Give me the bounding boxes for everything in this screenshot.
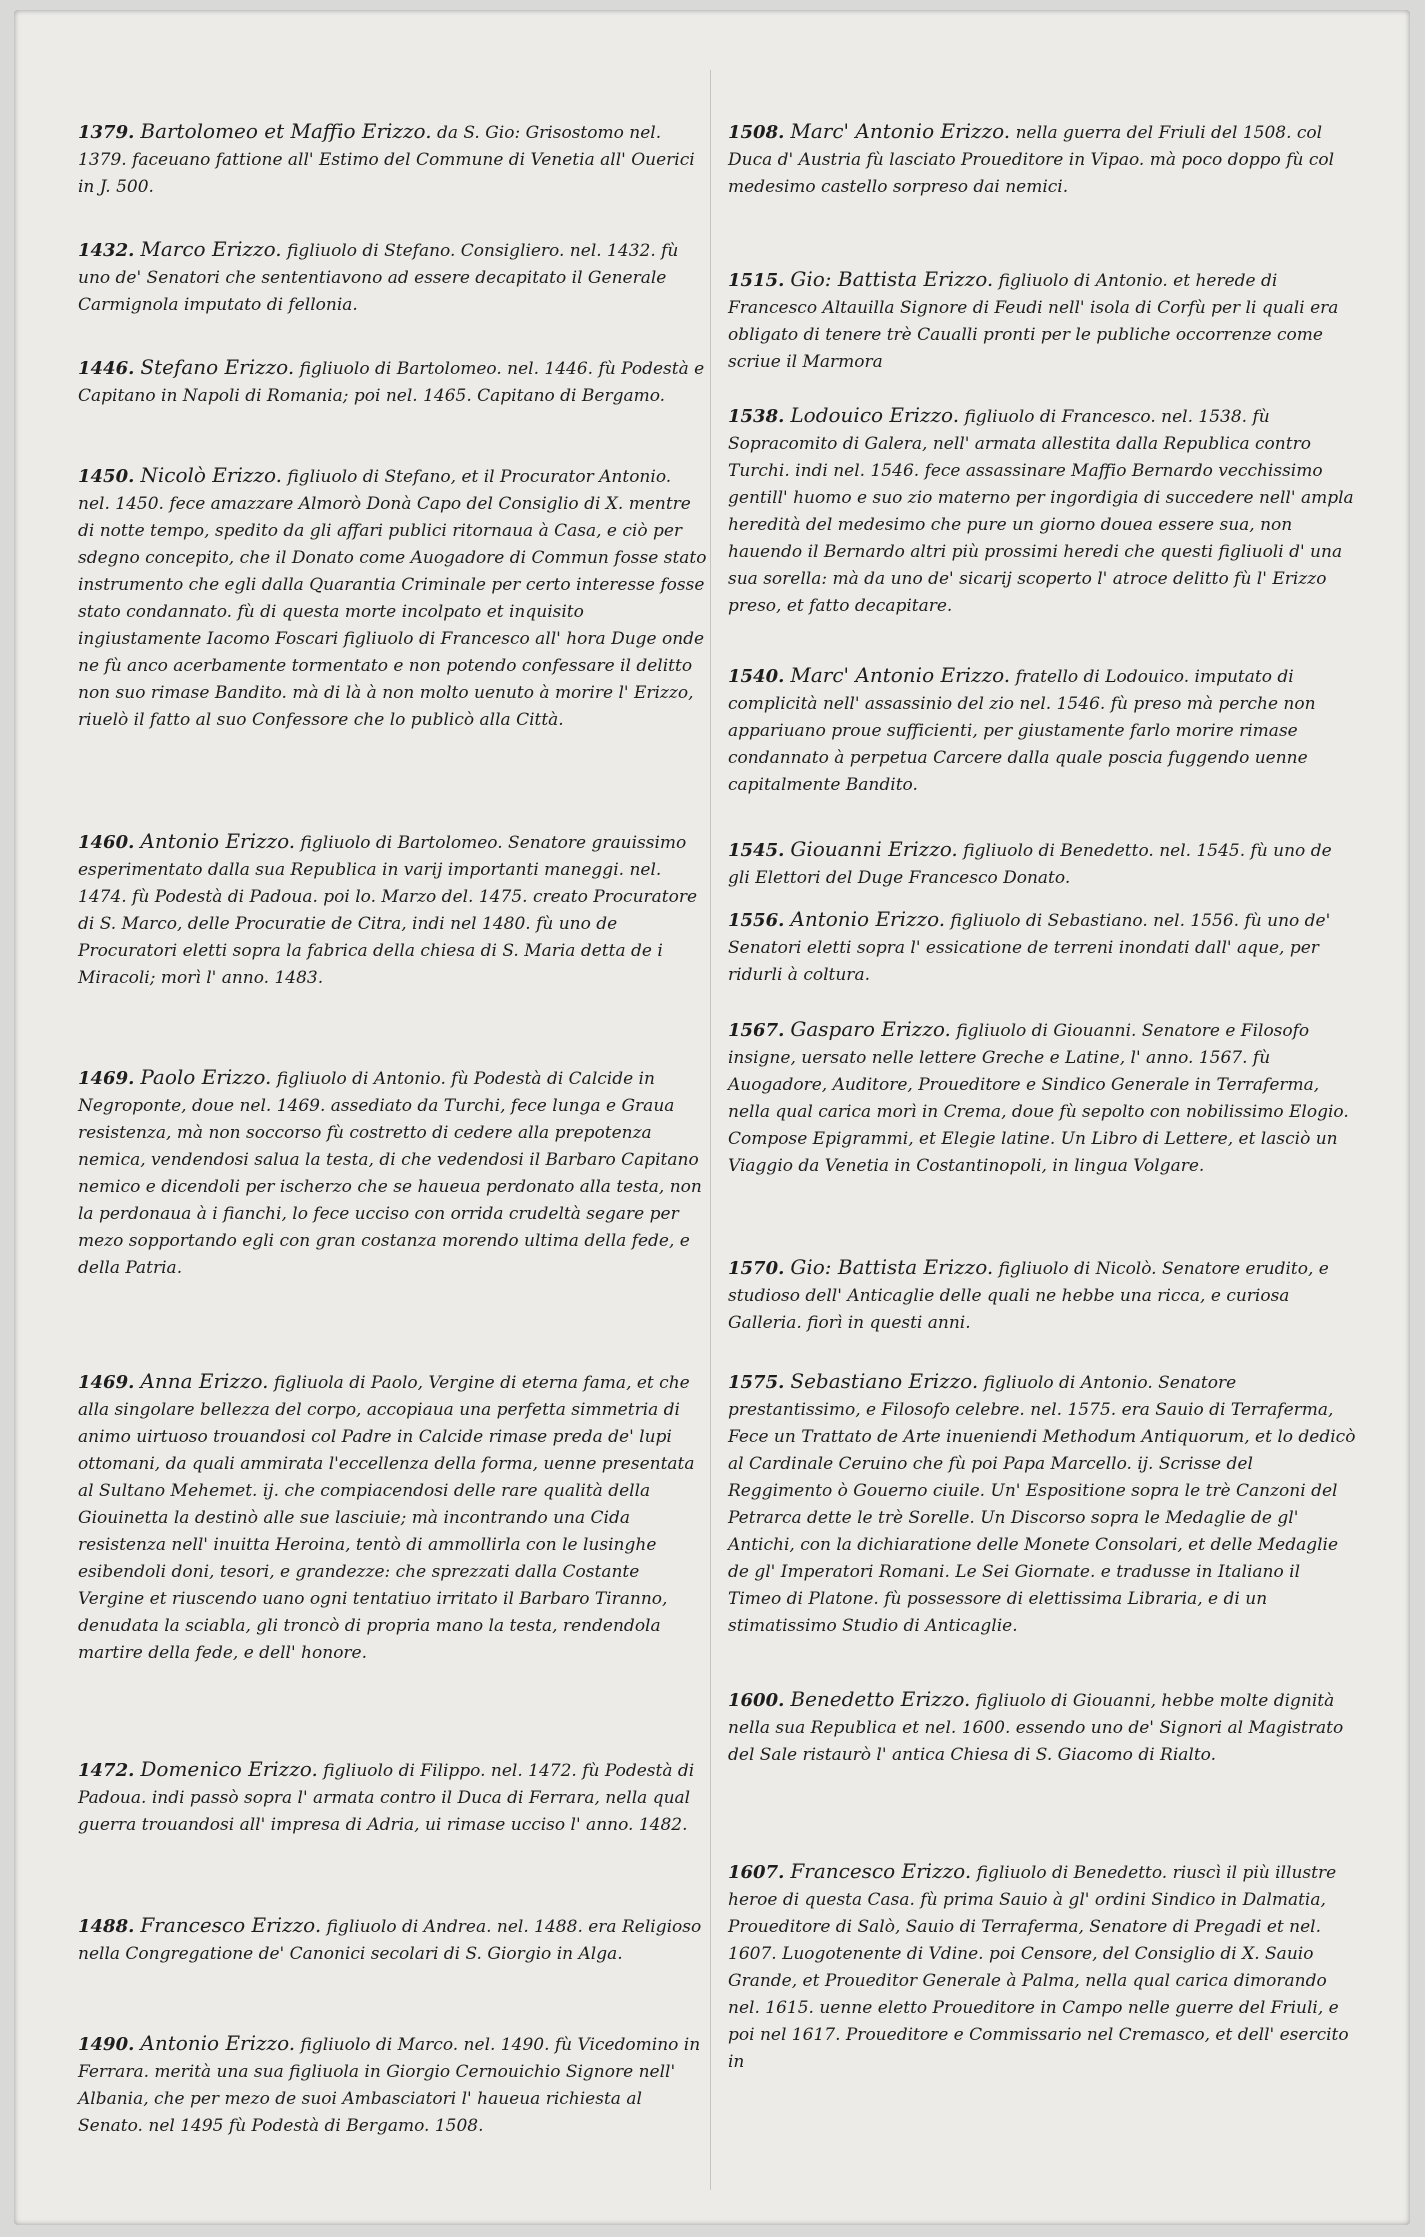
entry-year: 1490.	[78, 2034, 135, 2055]
entry	[728, 906, 1358, 989]
entry-text: figliuola di Paolo, Vergine di eterna fama, et che alla singolare bellezza del corpo, accopiaua una perfetta simmetria di animo uirtuoso trouandosi col Padre in Calcide rimase preda de' lupi ottomani, da quali ammirata l'eccellenza della forma, uenne presentata al Sultano Mehemet. ij. che compiacendosi delle rare qualità della Giouinetta la destinò alle sue lasciuie; mà incontrando una Cida resistenza nell' inuitta Heroina, tentò di ammollirla con le lusinghe esibendoli doni, tesori, e grandezze: che sprezzati dalla Costante Vergine et riuscendo uano ogni tentatiuo irritato il Barbaro Tiranno, denudata la sciabla, gli troncò di propria mano la testa, rendendola martire della fede, e dell' honore.	[78, 1373, 695, 1663]
entry	[728, 266, 1358, 376]
entry-text: figliuolo di Antonio. et herede di Francesco Altauilla Signore di Feudi nell' isola di Corfù per li quali era obligato di tenere trè Caualli pronti per le publiche occorrenze come scriue il Marmora	[728, 271, 1339, 372]
entry-name: Lodouico Erizzo.	[790, 403, 960, 427]
entry	[78, 462, 708, 734]
entry-name: Antonio Erizzo.	[790, 907, 946, 931]
entry-name: Bartolomeo et Maffio Erizzo.	[140, 119, 432, 143]
entry-year: 1432.	[78, 240, 135, 261]
entry	[78, 1064, 708, 1282]
entry-year: 1540.	[728, 666, 785, 687]
entry-text: figliuolo di Bartolomeo. nel. 1446. fù Podestà e Capitano in Napoli di Romania; poi nel. 1465. Capitano di Bergamo.	[78, 359, 705, 406]
entry-name: Sebastiano Erizzo.	[790, 1369, 979, 1393]
entry	[728, 1858, 1358, 2076]
entry-year: 1607.	[728, 1862, 785, 1883]
entry-name: Marc' Antonio Erizzo.	[790, 663, 1011, 687]
entry-name: Paolo Erizzo.	[140, 1065, 272, 1089]
entry-text: nella guerra del Friuli del 1508. col Duca d' Austria fù lasciato Proueditore in Vipao. mà poco doppo fù col medesimo castello sorpreso dai nemici.	[728, 123, 1335, 197]
entry-year: 1469.	[78, 1068, 135, 1089]
entry-year: 1600.	[728, 1690, 785, 1711]
entry-name: Antonio Erizzo.	[140, 2031, 296, 2055]
entry	[728, 836, 1358, 892]
entry	[78, 118, 708, 201]
entry-text: figliuolo di Giouanni. Senatore e Filosofo insigne, uersato nelle lettere Greche e Latine, l' anno. 1567. fù Auogadore, Auditore, Proueditore e Sindico Generale in Terraferma, nella qual carica morì in Crema, doue fù sepolto con nobilissimo Elogio. Compose Epigrammi, et Elegie latine. Un Libro di Lettere, et lasciò un Viaggio da Venetia in Costantinopoli, in lingua Volgare.	[728, 1021, 1349, 1176]
entry-name: Francesco Erizzo.	[790, 1859, 972, 1883]
entry	[728, 1254, 1358, 1337]
entry	[78, 1756, 708, 1839]
entry-year: 1472.	[78, 1760, 135, 1781]
entry	[728, 662, 1358, 799]
entry	[728, 1368, 1358, 1640]
entry	[78, 1912, 708, 1968]
entry-text: figliuolo di Giouanni, hebbe molte dignità nella sua Republica et nel. 1600. essendo uno de' Signori al Magistrato del Sale ristaurò l' antica Chiesa di S. Giacomo di Rialto.	[728, 1691, 1344, 1765]
entry-name: Anna Erizzo.	[140, 1369, 269, 1393]
entry-name: Nicolò Erizzo.	[140, 463, 282, 487]
entry-name: Giouanni Erizzo.	[790, 837, 958, 861]
entry	[728, 402, 1358, 620]
entry-text: figliuolo di Filippo. nel. 1472. fù Podestà di Padoua. indi passò sopra l' armata contro il Duca di Ferrara, nella qual guerra trouandosi all' impresa di Adria, ui rimase ucciso l' anno. 1482.	[78, 1761, 695, 1835]
entry-year: 1508.	[728, 122, 785, 143]
entry-text: figliuolo di Antonio. fù Podestà di Calcide in Negroponte, doue nel. 1469. assediato da Turchi, fece lunga e Graua resistenza, mà non soccorso fù costretto di cedere alla prepotenza nemica, vendendosi salua la testa, di che vedendosi il Barbaro Capitano nemico e dicendoli per ischerzo che se haueua perdonato alla testa, non la perdonaua à i fianchi, lo fece ucciso con orrida crudeltà segare per mezo sopportando egli con gran costanza morendo ultima della fede, e della Patria.	[78, 1069, 702, 1278]
entry	[78, 354, 708, 410]
entry-text: figliuolo di Stefano. Consigliero. nel. 1432. fù uno de' Senatori che sententiavono ad essere decapitato il Generale Carmignola imputato di fellonia.	[78, 241, 679, 315]
page-fold	[710, 70, 711, 2190]
entry-text: figliuolo di Benedetto. nel. 1545. fù uno de gli Elettori del Duge Francesco Donato.	[728, 841, 1332, 888]
entry-year: 1446.	[78, 358, 135, 379]
entry	[728, 1686, 1358, 1769]
entry-text: figliuolo di Marco. nel. 1490. fù Vicedomino in Ferrara. merità una sua figliuola in Giorgio Cernouichio Signore nell' Albania, che per mezo de suoi Ambasciatori l' haueua richiesta al Senato. nel 1495 fù Podestà di Bergamo. 1508.	[78, 2035, 701, 2136]
manuscript-page	[14, 10, 1410, 2225]
entry-text: figliuolo di Antonio. Senatore prestantissimo, e Filosofo celebre. nel. 1575. era Sauio di Terraferma, Fece un Trattato de Arte inueniendi Methodum Antiquorum, et lo dedicò al Cardinale Ceruino che fù poi Papa Marcello. ij. Scrisse del Reggimento ò Gouerno ciuile. Un' Espositione sopra le trè Canzoni del Petrarca dette le trè Sorelle. Un Discorso sopra le Medaglie de gl' Antichi, con la dichiaratione delle Monete Consolari, et delle Medaglie de gl' Imperatori Romani. Le Sei Giornate. e tradusse in Italiano il Timeo di Platone. fù possessore di elettissima Libraria, e di un stimatissimo Studio di Anticaglie.	[728, 1373, 1356, 1636]
entry-name: Gio: Battista Erizzo.	[790, 1255, 994, 1279]
entry-name: Gio: Battista Erizzo.	[790, 267, 994, 291]
entry-year: 1488.	[78, 1916, 135, 1937]
entry	[728, 118, 1358, 201]
entry	[78, 236, 708, 319]
entry	[78, 2030, 708, 2140]
entry	[728, 1016, 1358, 1180]
entry-year: 1570.	[728, 1258, 785, 1279]
entry-year: 1450.	[78, 466, 135, 487]
entry	[78, 828, 708, 992]
entry-text: figliuolo di Sebastiano. nel. 1556. fù uno de' Senatori eletti sopra l' essicatione de terreni inondati dall' aque, per ridurli à coltura.	[728, 911, 1331, 985]
entry-name: Antonio Erizzo.	[140, 829, 296, 853]
entry-name: Stefano Erizzo.	[140, 355, 295, 379]
entry-text: figliuolo di Bartolomeo. Senatore grauissimo esperimentato dalla sua Republica in varij importanti maneggi. nel. 1474. fù Podestà di Padoua. poi lo. Marzo del. 1475. creato Procuratore di S. Marco, delle Procuratie de Citra, indi nel 1480. fù uno de Procuratori eletti sopra la fabrica della chiesa di S. Maria detta de i Miracoli; morì l' anno. 1483.	[78, 833, 698, 988]
entry-text: figliuolo di Nicolò. Senatore erudito, e studioso dell' Anticaglie delle quali ne hebbe una ricca, e curiosa Galleria. fiorì in questi anni.	[728, 1259, 1329, 1333]
entry-year: 1469.	[78, 1372, 135, 1393]
entry-name: Domenico Erizzo.	[140, 1757, 318, 1781]
entry-name: Francesco Erizzo.	[140, 1913, 322, 1937]
entry-year: 1567.	[728, 1020, 785, 1041]
entry-name: Gasparo Erizzo.	[790, 1017, 951, 1041]
entry-text: figliuolo di Stefano, et il Procurator Antonio. nel. 1450. fece amazzare Almorò Donà Capo del Consiglio di X. mentre di notte tempo, spedito da gli affari publici ritornaua à Casa, e ciò per sdegno concepito, che il Donato come Auogadore di Commun fosse stato instrumento che egli dalla Quarantia Criminale per certo interesse fosse stato condannato. fù di questa morte incolpato et inquisito ingiustamente Iacomo Foscari figliuolo di Francesco all' hora Duge onde ne fù anco acerbamente tormentato e non potendo confessare il delitto non suo rimase Bandito. mà di là à non molto uenuto à morire l' Erizzo, riuelò il fatto al suo Confessore che lo publicò alla Città.	[78, 467, 707, 730]
entry-year: 1538.	[728, 406, 785, 427]
entry-text: figliuolo di Andrea. nel. 1488. era Religioso nella Congregatione de' Canonici secolari di S. Giorgio in Alga.	[78, 1917, 702, 1964]
entry	[78, 1368, 708, 1667]
entry-text: fratello di Lodouico. imputato di complicità nell' assassinio del zio nel. 1546. fù preso mà perche non appariuano proue sufficienti, per giustamente farlo morire rimase condannato à perpetua Carcere dalla quale poscia fuggendo uenne capitalmente Bandito.	[728, 667, 1316, 795]
entry-text: figliuolo di Benedetto. riuscì il più illustre heroe di questa Casa. fù prima Sauio à gl' ordini Sindico in Dalmatia, Proueditore di Salò, Sauio di Terraferma, Senatore di Pregadi et nel. 1607. Luogotenente di Vdine. poi Censore, del Consiglio di X. Sauio Grande, et Proueditor Generale à Palma, nella qual carica dimorando nel. 1615. uenne eletto Proueditore in Campo nelle guerre del Friuli, e poi nel 1617. Proueditore e Commissario nel Cremasco, et dell' esercito in	[728, 1863, 1349, 2072]
entry-year: 1556.	[728, 910, 785, 931]
entry-year: 1515.	[728, 270, 785, 291]
entry-year: 1460.	[78, 832, 135, 853]
entry-name: Marc' Antonio Erizzo.	[790, 119, 1011, 143]
entry-year: 1545.	[728, 840, 785, 861]
entry-text: figliuolo di Francesco. nel. 1538. fù Sopracomito di Galera, nell' armata allestita dalla Republica contro Turchi. indi nel. 1546. fece assassinare Maffio Bernardo vecchissimo gentill' huomo e suo zio materno per ingordigia di succedere nell' ampla heredità del medesimo che pure un giorno douea essere sua, non hauendo il Bernardo altri più prossimi heredi che questi figliuoli d' una sua sorella: mà da uno de' sicarij scoperto l' atroce delitto fù l' Erizzo preso, et fatto decapitare.	[728, 407, 1354, 616]
entry-text: da S. Gio: Grisostomo nel. 1379. faceuano fattione all' Estimo del Commune di Venetia all' Ouerici in J. 500.	[78, 123, 695, 197]
entry-name: Benedetto Erizzo.	[790, 1687, 971, 1711]
entry-year: 1575.	[728, 1372, 785, 1393]
entry-year: 1379.	[78, 122, 135, 143]
entry-name: Marco Erizzo.	[140, 237, 282, 261]
